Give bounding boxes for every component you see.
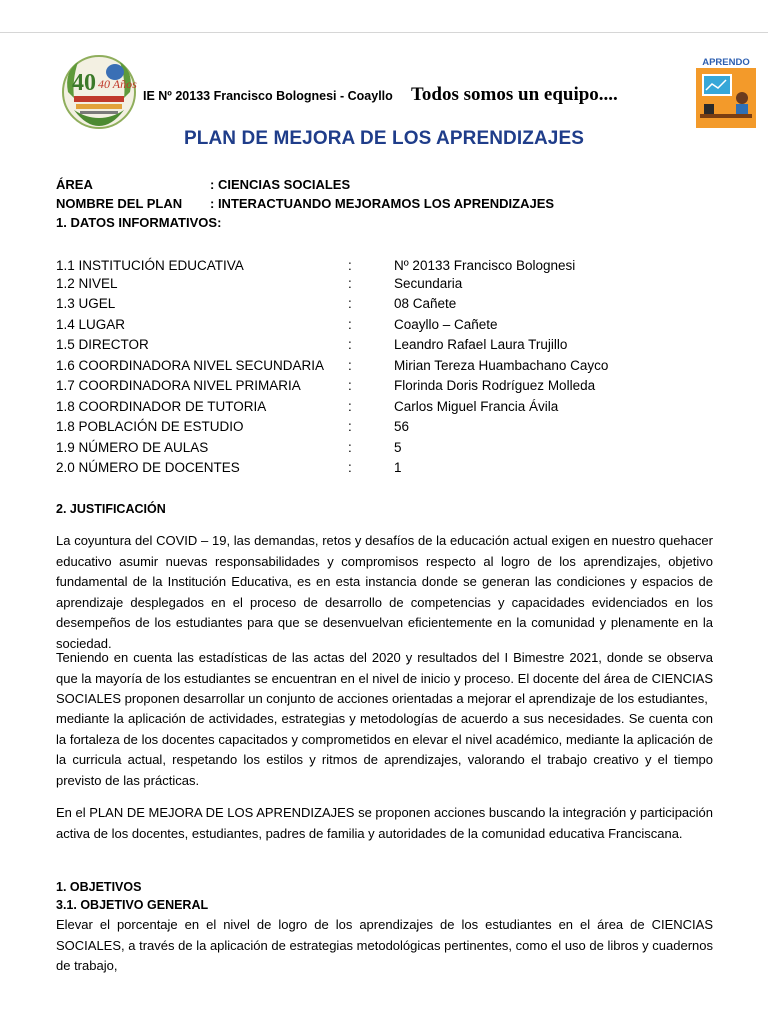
svg-text:40: 40 bbox=[72, 70, 96, 96]
info-separator: : bbox=[348, 419, 352, 434]
plan-name-value: : INTERACTUANDO MEJORAMOS LOS APRENDIZAJES bbox=[210, 196, 555, 211]
info-value: 56 bbox=[394, 419, 410, 434]
info-separator: : bbox=[348, 317, 352, 332]
info-separator: : bbox=[348, 378, 352, 393]
aprendo-en-casa-logo bbox=[696, 54, 756, 128]
document-title: PLAN DE MEJORA DE LOS APRENDIZAJES bbox=[184, 128, 584, 149]
info-value: Florinda Doris Rodríguez Molleda bbox=[394, 378, 596, 393]
info-row bbox=[56, 296, 716, 316]
section-objetivos: 1. OBJETIVOS bbox=[56, 880, 142, 894]
info-row bbox=[56, 358, 716, 378]
info-row bbox=[56, 460, 716, 480]
info-separator: : bbox=[348, 399, 352, 414]
info-value: 5 bbox=[394, 440, 402, 455]
info-label: 2.0 NÚMERO DE DOCENTES bbox=[56, 460, 240, 475]
info-separator: : bbox=[348, 440, 352, 455]
info-row bbox=[56, 276, 716, 296]
info-row bbox=[56, 399, 716, 419]
info-label: 1.9 NÚMERO DE AULAS bbox=[56, 440, 209, 455]
info-separator: : bbox=[348, 296, 352, 311]
section-objetivo-general: 3.1. OBJETIVO GENERAL bbox=[56, 898, 209, 912]
info-value: 08 Cañete bbox=[394, 296, 457, 311]
objetivo-general-paragraph: Elevar el porcentaje en el nivel de logro de los aprendizajes de los estudiantes en el área de CIENCIAS SOCIALES, a través de la aplicación de estrategias metodológicas pertinentes, como el uso de libros y cuadernos de trabajo, bbox=[56, 917, 713, 973]
info-label: 1.6 COORDINADORA NIVEL SECUNDARIA bbox=[56, 358, 325, 373]
info-label: 1.4 LUGAR bbox=[56, 317, 126, 332]
info-label: 1.8 COORDINADOR DE TUTORIA bbox=[56, 399, 267, 414]
school-name: IE Nº 20133 Francisco Bolognesi - Coayllo bbox=[143, 89, 393, 103]
info-value: 1 bbox=[394, 460, 402, 475]
svg-text:40 Años: 40 Años bbox=[98, 77, 137, 91]
svg-text:APRENDO: APRENDO bbox=[702, 57, 750, 68]
info-label: 1.3 UGEL bbox=[56, 296, 116, 311]
info-label: 1.1 INSTITUCIÓN EDUCATIVA bbox=[56, 258, 244, 273]
info-separator: : bbox=[348, 258, 352, 273]
section-justificacion: 2. JUSTIFICACIÓN bbox=[56, 502, 166, 516]
info-separator: : bbox=[348, 337, 352, 352]
justificacion-paragraph-4: En el PLAN DE MEJORA DE LOS APRENDIZAJES se proponen acciones buscando la integración y participación activa de los docentes, estudiantes, padres de familia y autoridades de la comunidad educativa Franciscana. bbox=[56, 805, 713, 841]
info-row bbox=[56, 378, 716, 398]
justificacion-paragraph-3: mediante la aplicación de actividades, estrategias y metodologías de acuerdo a sus necesidades. Se cuenta con la fortaleza de los docentes capacitados y comprometidos en elevar el nivel académico, mediante la aplicación de la curricula actual, respetando los estilos y ritmos de aprendizajes, valorando el trabajo creativo y el tiempo previsto de las prácticas. bbox=[56, 711, 713, 788]
info-row bbox=[56, 440, 716, 460]
justificacion-paragraph-1: La coyuntura del COVID – 19, las demandas, retos y desafíos de la educación actual exigen en nuestro quehacer educativo asumir nuevas responsabilidades y compromisos respecto al logro de los aprendizajes, objetivo fundamental de la Institución Educativa, es en esta instancia donde se generan las condiciones y espacios de aprendizaje desplegados en el proceso de desarrollo de competencias y capacidades evidenciados en los desempeños de los estudiantes para que se desenvuelvan eficientemente en la comunidad y plenamente en la sociedad. bbox=[56, 533, 713, 651]
info-separator: : bbox=[348, 276, 352, 291]
section-datos-informativos: 1. DATOS INFORMATIVOS: bbox=[56, 215, 222, 230]
info-value: Mirian Tereza Huambachano Cayco bbox=[394, 358, 609, 373]
area-value: : CIENCIAS SOCIALES bbox=[210, 177, 351, 192]
info-label: 1.7 COORDINADORA NIVEL PRIMARIA bbox=[56, 378, 301, 393]
justificacion-paragraph-2: Teniendo en cuenta las estadísticas de las actas del 2020 y resultados del I Bimestre 2021, donde se observa que la mayoría de los estudiantes se encuentran en el nivel de inicio y proceso. El docente del área de CIENCIAS SOCIALES proponen desarrollar un conjunto de acciones orientadas a mejorar el aprendizaje de los estudiantes, bbox=[56, 650, 713, 706]
info-separator: : bbox=[348, 358, 352, 373]
info-label: 1.2 NIVEL bbox=[56, 276, 118, 291]
area-label: ÁREA bbox=[56, 177, 93, 192]
info-label: 1.8 POBLACIÓN DE ESTUDIO bbox=[56, 419, 244, 434]
info-value: Carlos Miguel Francia Ávila bbox=[394, 399, 559, 414]
anniversary-logo bbox=[60, 52, 138, 130]
info-value: Leandro Rafael Laura Trujillo bbox=[394, 337, 568, 352]
info-row bbox=[56, 258, 716, 278]
info-separator: : bbox=[348, 460, 352, 475]
school-motto: Todos somos un equipo.... bbox=[411, 84, 618, 105]
info-value: Nº 20133 Francisco Bolognesi bbox=[394, 258, 576, 273]
info-row bbox=[56, 317, 716, 337]
info-label: 1.5 DIRECTOR bbox=[56, 337, 149, 352]
info-value: Secundaria bbox=[394, 276, 463, 291]
info-row bbox=[56, 337, 716, 357]
plan-name-label: NOMBRE DEL PLAN bbox=[56, 196, 183, 211]
info-row bbox=[56, 419, 716, 439]
info-value: Coayllo – Cañete bbox=[394, 317, 498, 332]
